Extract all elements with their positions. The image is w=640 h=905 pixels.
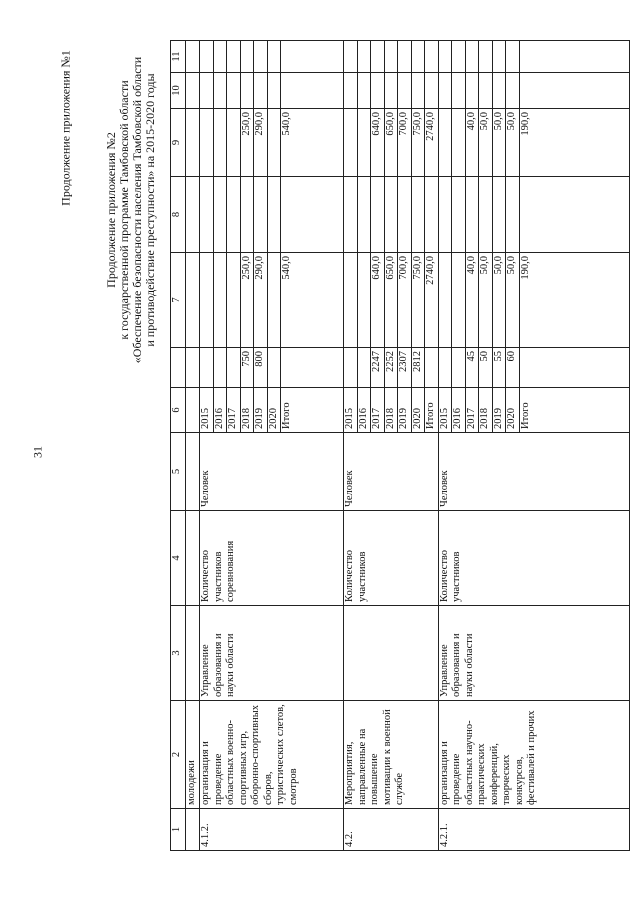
program-table-wrapper [170, 41, 630, 851]
table-cell: 190,0 [519, 253, 629, 348]
table-cell: 2019 [492, 388, 506, 433]
table-cell [357, 73, 371, 109]
table-cell: 50,0 [479, 253, 493, 348]
table-cell [425, 177, 439, 253]
table-cell [186, 388, 200, 433]
header-cell: 4 [171, 511, 186, 606]
table-cell: Количество участников [438, 511, 629, 606]
table-cell [281, 177, 344, 253]
table-cell: 750,0 [411, 253, 425, 348]
table-cell [492, 177, 506, 253]
table-cell [344, 109, 358, 177]
table-cell [254, 177, 268, 253]
table-cell: 40,0 [465, 109, 479, 177]
table-cell [254, 41, 268, 73]
table-cell [200, 73, 214, 109]
continuation-label: Продолжение приложения №1 [58, 50, 73, 206]
table-cell: 700,0 [398, 109, 412, 177]
table-cell: 640,0 [371, 253, 385, 348]
table-cell [200, 348, 214, 388]
table-cell: 650,0 [384, 253, 398, 348]
header-cell: 9 [171, 109, 186, 177]
table-cell [411, 41, 425, 73]
table-cell: 4.1.2. [200, 809, 344, 851]
table-cell: 50 [479, 348, 493, 388]
table-cell [186, 253, 200, 348]
table-cell: организация и проведение областных научно-практических конференций, творческих конкурсов, фестивалей и прочих [438, 701, 629, 809]
table-cell: 2016 [213, 388, 227, 433]
table-cell [227, 41, 241, 73]
table-cell: 2812 [411, 348, 425, 388]
table-cell [240, 41, 254, 73]
table-cell [186, 41, 200, 73]
table-cell [425, 348, 439, 388]
header-cell [171, 348, 186, 388]
table-cell: 2740,0 [425, 109, 439, 177]
table-cell [452, 348, 466, 388]
table-cell [492, 41, 506, 73]
table-cell: Итого [519, 388, 629, 433]
table-cell: 2019 [398, 388, 412, 433]
table-cell: Управление образования и науки области [438, 606, 629, 701]
table-cell [506, 177, 520, 253]
title-line-1: Продолжение приложения №2 [104, 132, 118, 288]
table-cell [213, 109, 227, 177]
table-cell [227, 109, 241, 177]
table-cell: 2019 [254, 388, 268, 433]
header-cell: 7 [171, 253, 186, 348]
table-cell [227, 253, 241, 348]
table-cell: 2020 [267, 388, 281, 433]
table-cell [425, 41, 439, 73]
table-cell: 2017 [371, 388, 385, 433]
table-row [344, 41, 358, 851]
title-line-3: «Обеспечение безопасности населения Тамбовской области [130, 56, 144, 364]
table-cell [186, 109, 200, 177]
title-block [105, 57, 157, 363]
table-cell: 540,0 [281, 109, 344, 177]
table-cell: Человек [344, 433, 439, 511]
table-cell: Человек [438, 433, 629, 511]
table-cell [371, 177, 385, 253]
table-cell [344, 177, 358, 253]
table-cell [227, 177, 241, 253]
table-cell: 2017 [465, 388, 479, 433]
table-cell [254, 73, 268, 109]
table-cell [371, 73, 385, 109]
table-body [186, 41, 630, 851]
table-cell [227, 348, 241, 388]
table-cell [438, 41, 452, 73]
header-row [171, 41, 186, 851]
table-cell: 50,0 [506, 109, 520, 177]
table-cell [506, 41, 520, 73]
table-cell: 2015 [200, 388, 214, 433]
table-cell [186, 177, 200, 253]
table-cell: 2307 [398, 348, 412, 388]
table-cell: 50,0 [492, 109, 506, 177]
table-cell [281, 73, 344, 109]
table-cell: 2020 [506, 388, 520, 433]
continued-row [186, 41, 200, 851]
table-cell [506, 73, 520, 109]
table-cell: 2252 [384, 348, 398, 388]
table-cell [438, 109, 452, 177]
table-cell: 2018 [240, 388, 254, 433]
table-cell [398, 41, 412, 73]
table-cell: 250,0 [240, 253, 254, 348]
table-cell: 4.2.1. [438, 809, 629, 851]
title-line-4: и противодействие преступности» на 2015-2020 годы [143, 73, 157, 347]
table-cell [186, 511, 200, 606]
table-cell: 40,0 [465, 253, 479, 348]
table-cell [267, 348, 281, 388]
table-row [438, 41, 452, 851]
table-cell [213, 253, 227, 348]
table-cell [384, 177, 398, 253]
header-cell: 3 [171, 606, 186, 701]
table-cell [357, 253, 371, 348]
table-cell [452, 73, 466, 109]
table-cell [344, 348, 358, 388]
table-cell: 650,0 [384, 109, 398, 177]
page-number: 31 [30, 446, 45, 458]
table-cell [200, 41, 214, 73]
table-cell: 290,0 [254, 109, 268, 177]
table-cell: 2016 [452, 388, 466, 433]
table-cell [357, 177, 371, 253]
table-cell [465, 41, 479, 73]
table-cell: 50,0 [479, 109, 493, 177]
header-cell: 8 [171, 177, 186, 253]
table-cell [186, 433, 200, 511]
table-cell [411, 177, 425, 253]
table-cell [200, 109, 214, 177]
header-cell: 6 [171, 388, 186, 433]
table-cell [281, 41, 344, 73]
table-cell [452, 177, 466, 253]
table-cell [465, 73, 479, 109]
table-cell [344, 73, 358, 109]
table-cell [492, 73, 506, 109]
table-cell [371, 41, 385, 73]
header-cell: 2 [171, 701, 186, 809]
table-cell [240, 177, 254, 253]
table-cell: Итого [425, 388, 439, 433]
table-cell [186, 809, 200, 851]
table-cell: Количество участников соревнования [200, 511, 344, 606]
table-cell: 2247 [371, 348, 385, 388]
table-cell: 55 [492, 348, 506, 388]
table-cell [357, 41, 371, 73]
table-cell [384, 73, 398, 109]
table-cell [452, 41, 466, 73]
table-cell [438, 73, 452, 109]
table-cell [240, 73, 254, 109]
table-cell: 2018 [479, 388, 493, 433]
table-cell [281, 348, 344, 388]
table-cell: 750 [240, 348, 254, 388]
table-cell: 290,0 [254, 253, 268, 348]
table-cell [344, 41, 358, 73]
table-cell: 50,0 [492, 253, 506, 348]
table-cell [186, 606, 200, 701]
table-cell [357, 109, 371, 177]
table-cell: молодежи [186, 701, 200, 809]
table-cell: Управление образования и науки области [200, 606, 344, 701]
table-cell: 2017 [227, 388, 241, 433]
table-cell [452, 109, 466, 177]
header-cell: 10 [171, 73, 186, 109]
table-cell [479, 41, 493, 73]
table-cell [344, 253, 358, 348]
table-cell: 700,0 [398, 253, 412, 348]
table-cell: 2016 [357, 388, 371, 433]
table-cell [213, 177, 227, 253]
table-cell: 640,0 [371, 109, 385, 177]
table-cell: 50,0 [506, 253, 520, 348]
table-cell: 4.2. [344, 809, 439, 851]
table-cell [465, 177, 479, 253]
table-cell [213, 348, 227, 388]
table-cell: Человек [200, 433, 344, 511]
table-cell [267, 177, 281, 253]
table-cell [398, 177, 412, 253]
table-cell [267, 73, 281, 109]
table-cell [519, 41, 629, 73]
table-cell [452, 253, 466, 348]
table-cell: 2018 [384, 388, 398, 433]
table-cell: организация и проведение областных военно-спортивных игр, оборонно-спортивных сборов, туристических слетов, смотров [200, 701, 344, 809]
table-cell: 2020 [411, 388, 425, 433]
table-cell [519, 177, 629, 253]
table-cell: 45 [465, 348, 479, 388]
table-cell [186, 73, 200, 109]
header-cell: 1 [171, 809, 186, 851]
table-cell [479, 177, 493, 253]
table-cell: 540,0 [281, 253, 344, 348]
table-cell [438, 177, 452, 253]
table-cell [384, 41, 398, 73]
table-cell: Количество участников [344, 511, 439, 606]
table-cell [519, 348, 629, 388]
table-cell [213, 41, 227, 73]
table-cell: 750,0 [411, 109, 425, 177]
table-cell: Мероприятия, направленные на повышение мотивации к военной службе [344, 701, 439, 809]
header-cell: 11 [171, 41, 186, 73]
table-cell: 800 [254, 348, 268, 388]
table-cell: 60 [506, 348, 520, 388]
table-cell: 250,0 [240, 109, 254, 177]
table-cell [267, 109, 281, 177]
table-cell [227, 73, 241, 109]
table-cell [267, 253, 281, 348]
table-cell: 2740,0 [425, 253, 439, 348]
program-table [170, 40, 630, 851]
table-cell [438, 253, 452, 348]
table-row [200, 41, 214, 851]
table-cell [357, 348, 371, 388]
table-cell [398, 73, 412, 109]
table-cell [200, 253, 214, 348]
title-line-2: к государственной программе Тамбовской области [117, 80, 131, 340]
header-cell: 5 [171, 433, 186, 511]
table-cell [186, 348, 200, 388]
table-cell: 2015 [344, 388, 358, 433]
table-cell: 190,0 [519, 109, 629, 177]
table-cell [425, 73, 439, 109]
table-cell [479, 73, 493, 109]
table-cell [213, 73, 227, 109]
table-cell [344, 606, 439, 701]
table-cell [438, 348, 452, 388]
table-cell: 2015 [438, 388, 452, 433]
table-cell: Итого [281, 388, 344, 433]
table-cell [267, 41, 281, 73]
table-cell [200, 177, 214, 253]
table-cell [411, 73, 425, 109]
table-cell [519, 73, 629, 109]
